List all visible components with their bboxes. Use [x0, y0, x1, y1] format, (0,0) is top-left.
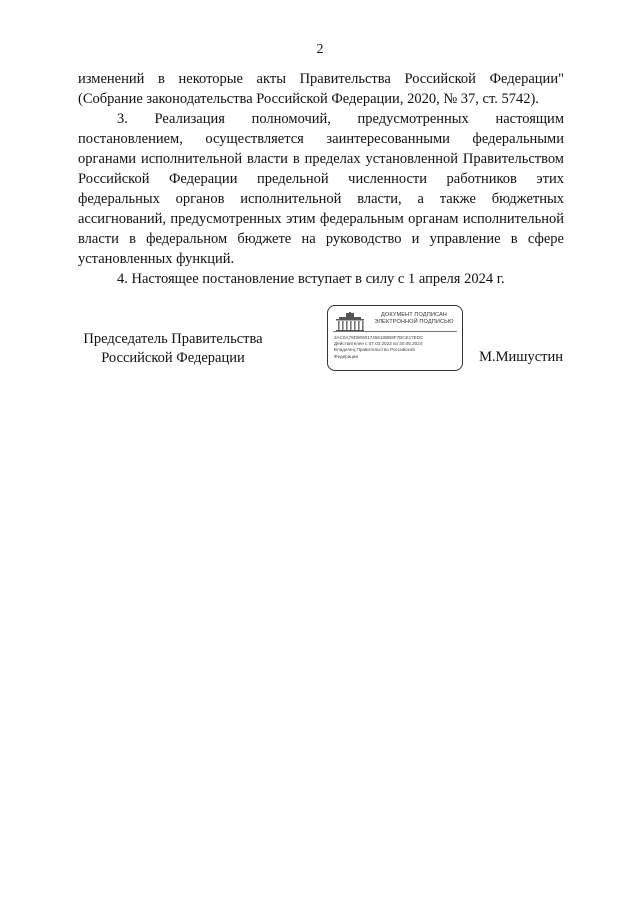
- stamp-certificate: 2AC0A78D90601745610BB9F7BCE17EDC: [334, 335, 424, 340]
- paragraph-continuation: изменений в некоторые акты Правительства Российской Федерации" (Собрание законодательства Российской Федерации, 2020, № 37, ст. 5742).: [78, 71, 564, 107]
- signer-title-line1: Председатель Правительства: [83, 331, 263, 347]
- signer-name: М.Мишустин: [479, 349, 563, 365]
- stamp-heading: [368, 312, 460, 326]
- stamp-owner-line2: Федерации: [334, 353, 359, 359]
- stamp-details: [334, 335, 458, 360]
- paragraph-clause-4: 4. Настоящее постановление вступает в силу с 1 апреля 2024 г.: [117, 271, 505, 287]
- signer-title-line2: Российской Федерации: [101, 350, 245, 366]
- page-number: 2: [316, 42, 324, 57]
- document-body: [78, 69, 564, 289]
- stamp-owner-line1: Владелец Правительство Российской: [334, 347, 415, 353]
- stamp-heading-line2: ЭЛЕКТРОННОЙ ПОДПИСЬЮ: [374, 319, 454, 325]
- electronic-signature-stamp: [327, 305, 463, 371]
- paragraph-clause-3: 3. Реализация полномочий, предусмотренных настоящим постановлением, осуществляется заинтересованными федеральными органами исполнительной власти в пределах установленной Правительством Российской Федерации предельной численности работников этих федеральных органов исполнительной власти, а также бюджетных ассигнований, предусмотренных этим федеральным органам исполнительной власти в федеральном бюджете на руководство и управление в сфере установленных функций.: [78, 111, 564, 267]
- signer-title: [78, 330, 268, 368]
- stamp-divider: [333, 331, 457, 332]
- stamp-heading-line1: ДОКУМЕНТ ПОДПИСАН: [381, 312, 447, 318]
- stamp-validity: Действителен с 07.03.2023 по 30.05.2024: [334, 341, 423, 347]
